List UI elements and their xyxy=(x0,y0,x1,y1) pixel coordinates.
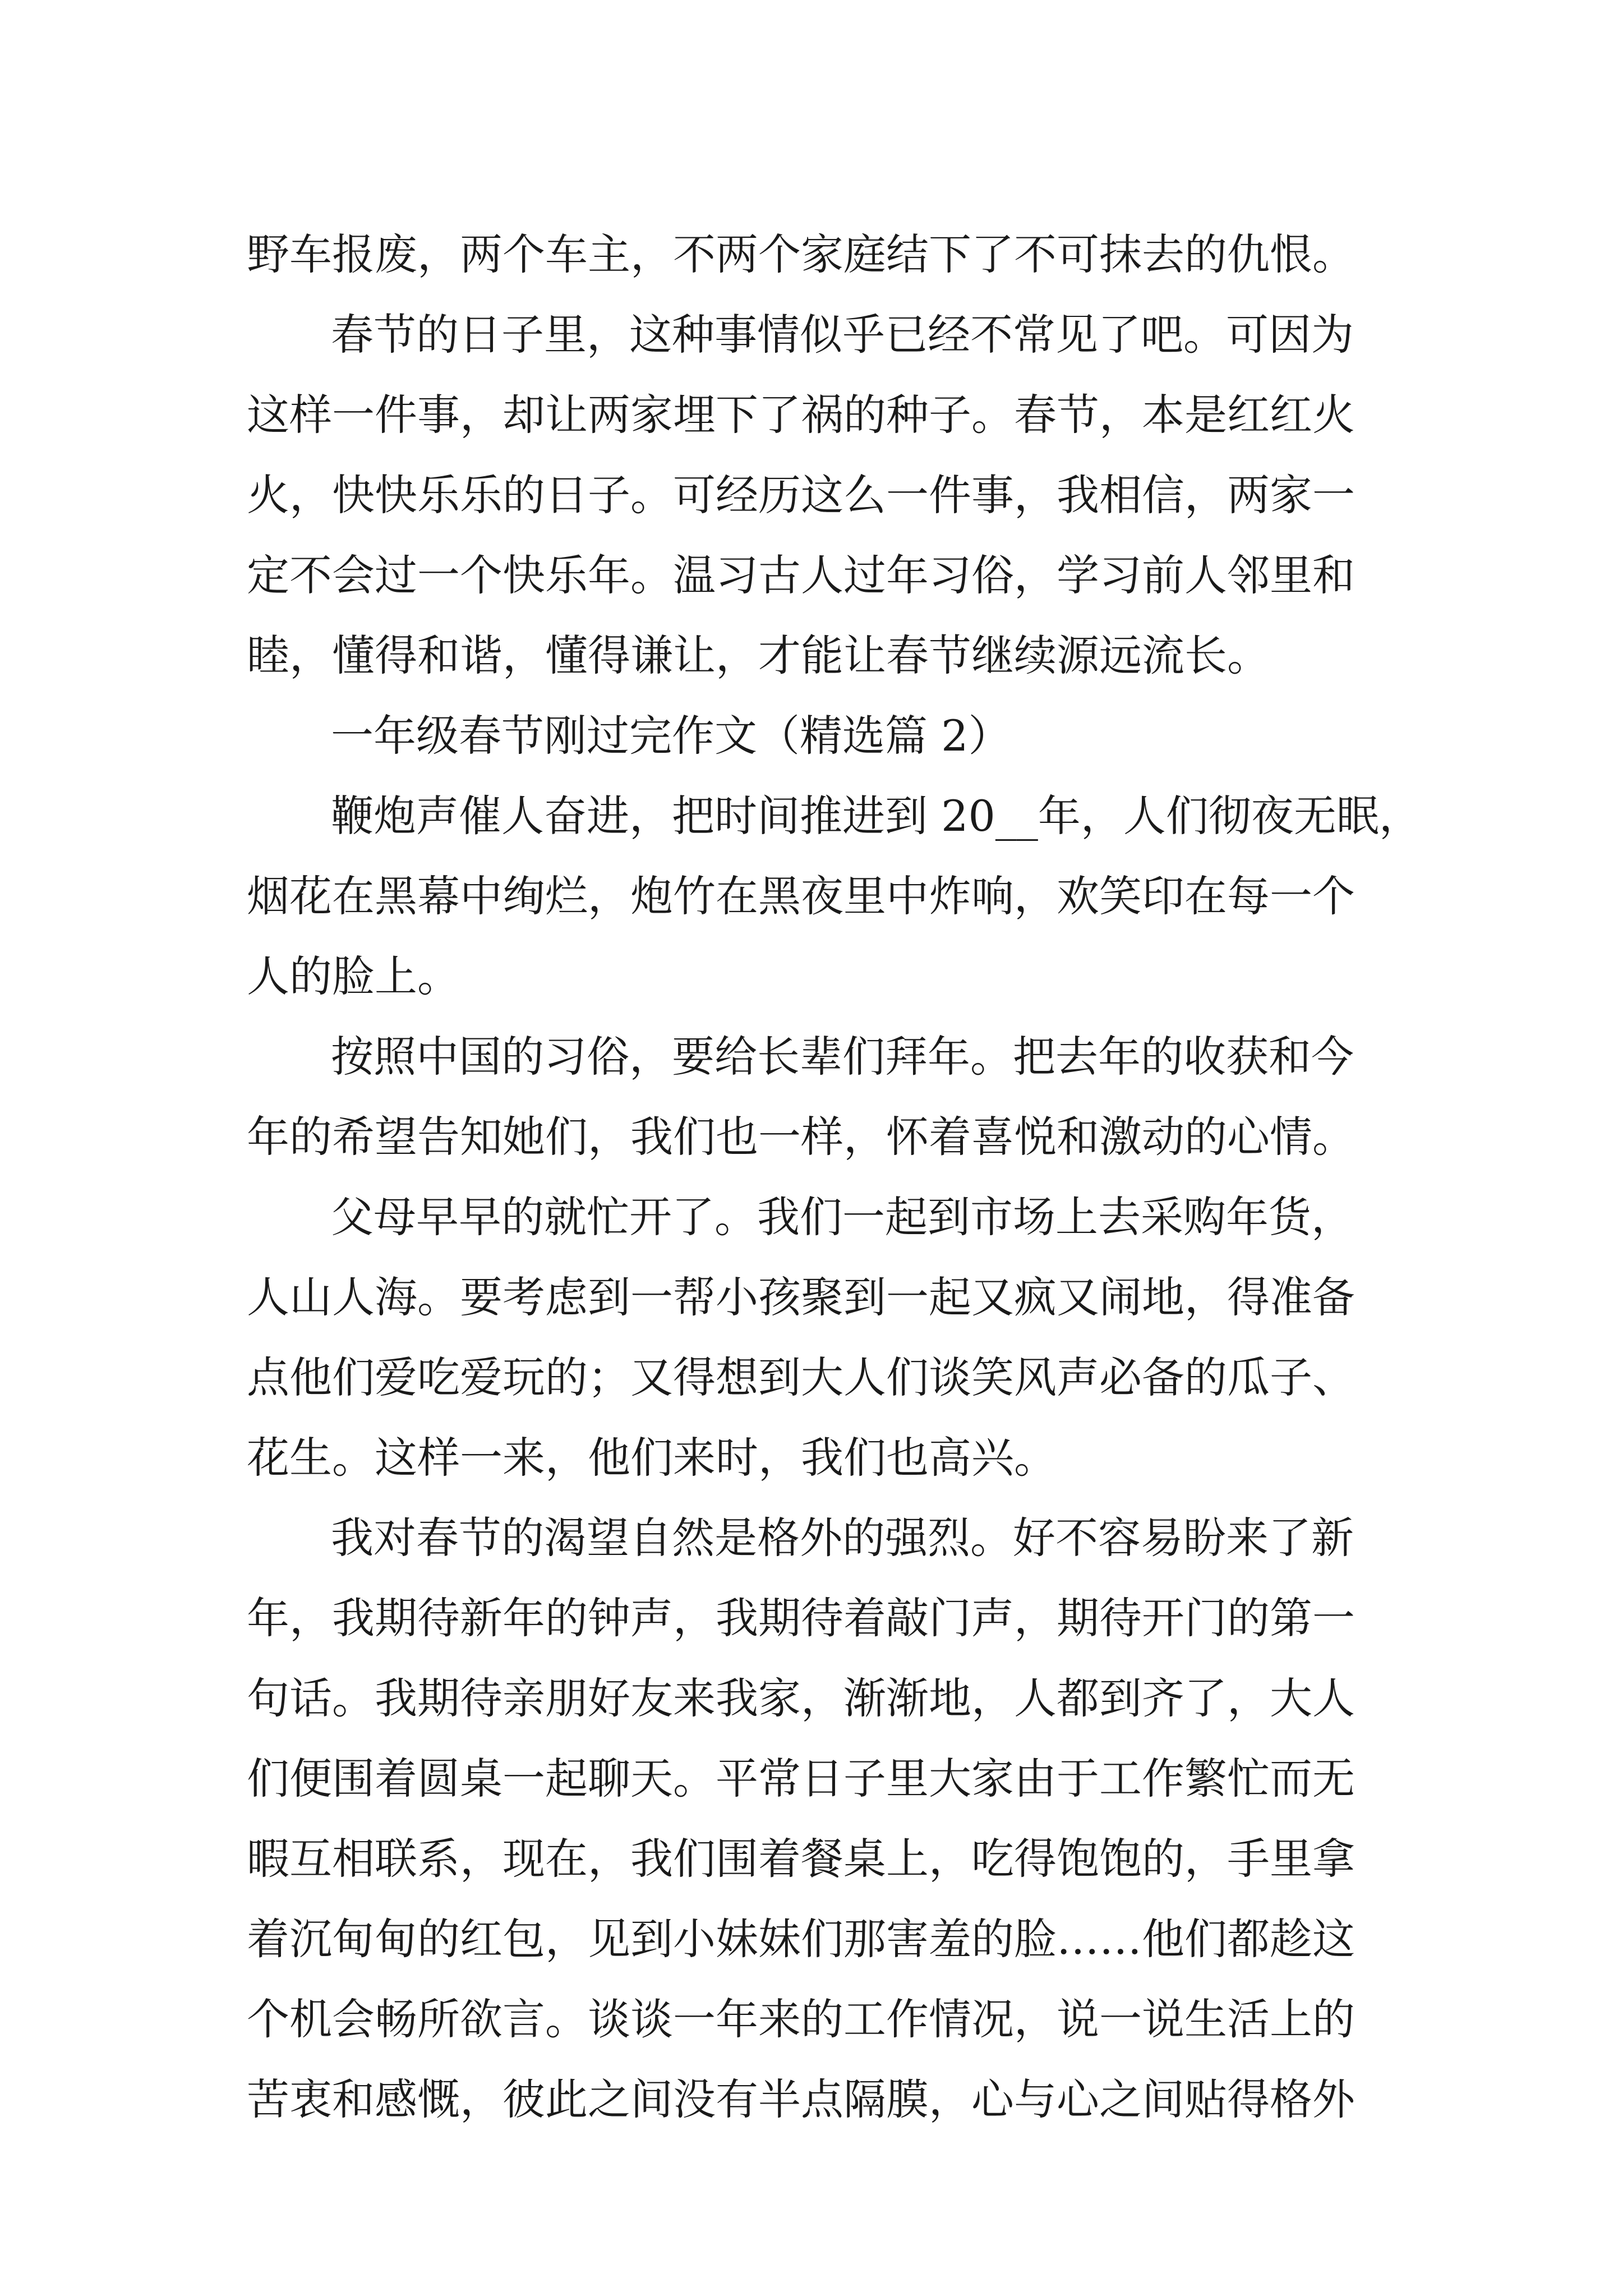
text-line: 野车报废，两个车主，不两个家庭结下了不可抹去的仇恨。 xyxy=(247,229,1355,279)
text-line: 人的脸上。 xyxy=(247,951,460,1001)
essay-text xyxy=(247,214,1422,2139)
text-line: 句话。我期待亲朋好友来我家，渐渐地，人都到齐了，大人 xyxy=(247,1673,1355,1723)
text-line: 父母早早的就忙开了。我们一起到市场上去采购年货， xyxy=(331,1192,1354,1242)
text-line: 们便围着圆桌一起聊天。平常日子里大家由于工作繁忙而无 xyxy=(247,1754,1355,1803)
text-line: 定不会过一个快乐年。温习古人过年习俗，学习前人邻里和 xyxy=(247,550,1355,600)
text-line: 暇互相联系，现在，我们围着餐桌上，吃得饱饱的，手里拿 xyxy=(247,1834,1355,1884)
text-line: 人山人海。要考虑到一帮小孩聚到一起又疯又闹地，得准备 xyxy=(247,1272,1355,1322)
text-line: 按照中国的习俗，要给长辈们拜年。把去年的收获和今 xyxy=(331,1032,1354,1082)
text-line: 一年级春节刚过完作文（精选篇 2） xyxy=(331,711,1011,761)
text-line: 睦，懂得和谐，懂得谦让，才能让春节继续源远流长。 xyxy=(247,631,1270,680)
text-line: 苦衷和感慨，彼此之间没有半点隔膜，心与心之间贴得格外 xyxy=(247,2074,1355,2124)
text-line: 鞭炮声催人奋进，把时间推进到 20__年，人们彻夜无眠， xyxy=(331,791,1422,841)
text-line: 着沉甸甸的红包，见到小妹妹们那害羞的脸……他们都趁这 xyxy=(247,1914,1355,1964)
text-line: 年的希望告知她们，我们也一样，怀着喜悦和激动的心情。 xyxy=(247,1112,1355,1162)
text-line: 点他们爱吃爱玩的；又得想到大人们谈笑风声必备的瓜子、 xyxy=(247,1352,1355,1402)
text-line: 年，我期待新年的钟声，我期待着敲门声，期待开门的第一 xyxy=(247,1593,1355,1643)
text-line: 我对春节的渴望自然是格外的强烈。好不容易盼来了新 xyxy=(331,1513,1354,1563)
text-line: 春节的日子里，这种事情似乎已经不常见了吧。可因为 xyxy=(331,310,1354,360)
text-line: 花生。这样一来，他们来时，我们也高兴。 xyxy=(247,1433,1057,1483)
text-line: 火，快快乐乐的日子。可经历这么一件事，我相信，两家一 xyxy=(247,470,1355,520)
text-line: 个机会畅所欲言。谈谈一年来的工作情况，说一说生活上的 xyxy=(247,1994,1355,2044)
text-line: 这样一件事，却让两家埋下了祸的种子。春节，本是红红火 xyxy=(247,390,1355,440)
text-line: 烟花在黑幕中绚烂，炮竹在黑夜里中炸响，欢笑印在每一个 xyxy=(247,871,1355,921)
